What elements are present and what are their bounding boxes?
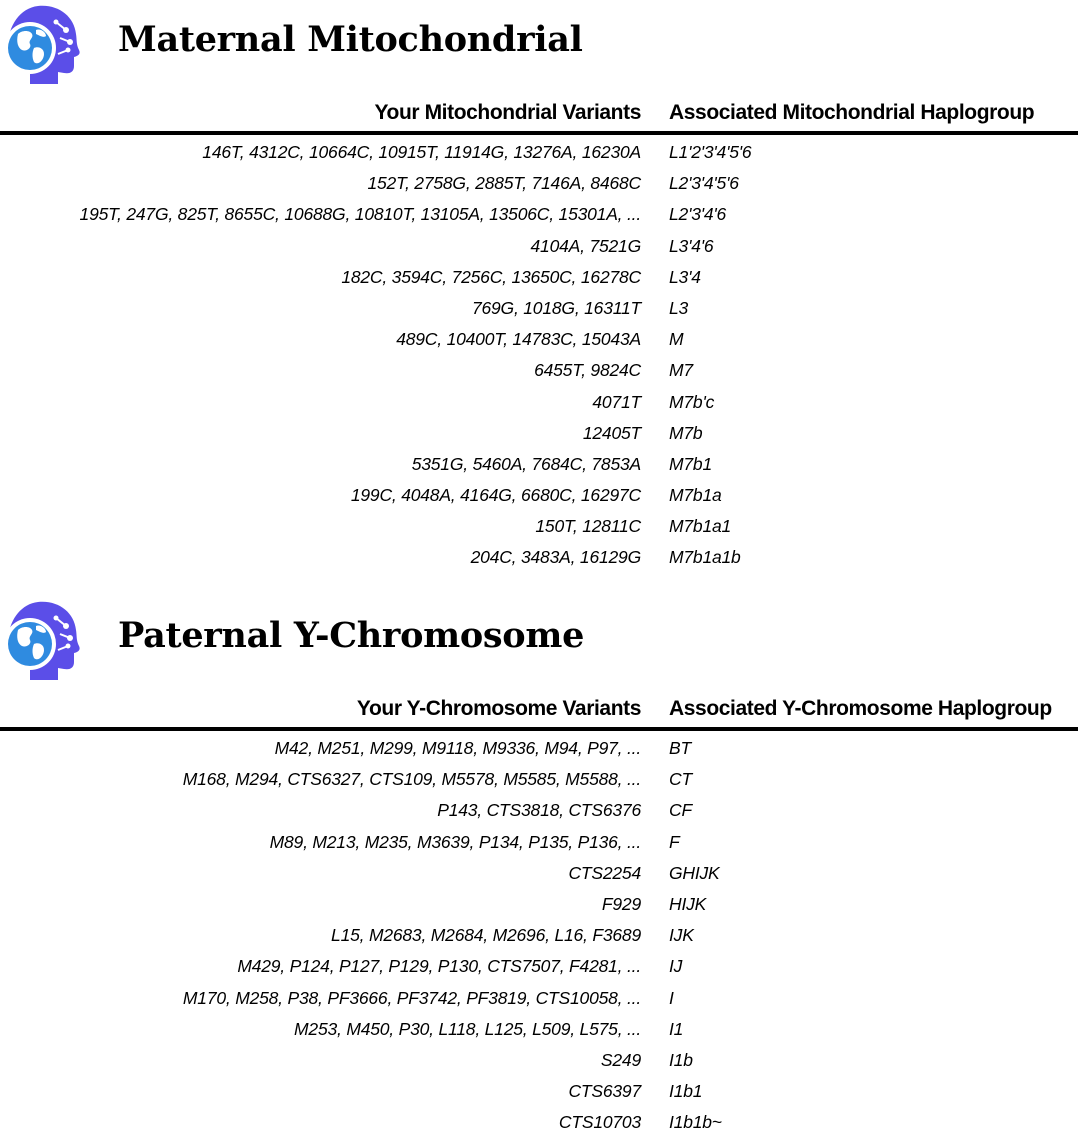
table-body <box>0 731 1078 1138</box>
haplogroup-cell: IJK <box>669 925 694 946</box>
table-row <box>0 542 1078 573</box>
variants-cell: 204C, 3483A, 16129G <box>470 547 641 568</box>
variants-cell: M429, P124, P127, P129, P130, CTS7507, F4281, ... <box>237 956 641 977</box>
table-row <box>0 387 1078 418</box>
table-row <box>0 199 1078 230</box>
variants-cell: M170, M258, P38, PF3666, PF3742, PF3819, CTS10058, ... <box>182 987 641 1008</box>
haplogroup-cell: L2'3'4'6 <box>669 204 727 225</box>
variants-cell: CTS10703 <box>558 1112 641 1133</box>
globe-head-logo-icon <box>0 598 82 684</box>
haplogroup-cell: I1 <box>669 1018 684 1039</box>
variants-cell: CTS2254 <box>568 862 641 883</box>
table-header <box>0 96 1078 135</box>
haplogroup-cell: M7b <box>669 422 703 443</box>
variants-cell: L15, M2683, M2684, M2696, L16, F3689 <box>331 925 641 946</box>
haplogroup-cell: IJ <box>669 956 683 977</box>
variants-cell: 12405T <box>582 422 641 443</box>
table-row <box>0 920 1078 951</box>
haplogroup-cell: I <box>669 987 674 1008</box>
variants-cell: P143, CTS3818, CTS6376 <box>437 800 641 821</box>
haplogroup-cell: L3'4 <box>669 266 701 287</box>
mitochondrial-table <box>0 96 1078 574</box>
table-row <box>0 293 1078 324</box>
table-row <box>0 858 1078 889</box>
table-row <box>0 449 1078 480</box>
variants-cell: 195T, 247G, 825T, 8655C, 10688G, 10810T, 13105A, 13506C, 15301A, ... <box>79 204 641 225</box>
table-row <box>0 795 1078 826</box>
variants-cell: 5351G, 5460A, 7684C, 7853A <box>411 453 641 474</box>
table-row <box>0 137 1078 168</box>
haplogroup-cell: L3'4'6 <box>669 235 714 256</box>
table-row <box>0 764 1078 795</box>
haplogroup-cell: F <box>669 831 680 852</box>
table-row <box>0 827 1078 858</box>
haplogroup-cell: M7b1a1b <box>669 547 741 568</box>
haplogroup-cell: M <box>669 329 684 350</box>
y-chromosome-table <box>0 692 1078 1138</box>
haplogroup-cell: L1'2'3'4'5'6 <box>669 142 752 162</box>
variants-column-header: Your Y-Chromosome Variants <box>356 697 641 720</box>
table-row <box>0 733 1078 764</box>
variants-cell: 199C, 4048A, 4164G, 6680C, 16297C <box>350 485 641 506</box>
table-body <box>0 135 1078 574</box>
haplogroup-cell: M7b1 <box>669 453 712 474</box>
table-row <box>0 983 1078 1014</box>
table-row <box>0 889 1078 920</box>
table-row <box>0 324 1078 355</box>
table-row <box>0 262 1078 293</box>
variants-cell: 150T, 12811C <box>535 516 641 537</box>
table-row <box>0 1045 1078 1076</box>
haplogroup-cell: GHIJK <box>669 862 720 883</box>
table-row <box>0 231 1078 262</box>
section-title: Maternal Mitochondrial <box>118 19 583 60</box>
haplogroup-cell: CF <box>669 800 692 821</box>
haplogroup-column-header: Associated Mitochondrial Haplogroup <box>669 101 1035 124</box>
haplogroup-column-header: Associated Y-Chromosome Haplogroup <box>669 697 1052 720</box>
variants-cell: F929 <box>601 893 641 914</box>
table-row <box>0 511 1078 542</box>
variants-cell: 4071T <box>592 391 641 412</box>
table-row <box>0 168 1078 199</box>
variants-cell: M168, M294, CTS6327, CTS109, M5578, M5585, M5588, ... <box>182 769 641 790</box>
haplogroup-cell: I1b <box>669 1049 693 1070</box>
variants-cell: 489C, 10400T, 14783C, 15043A <box>396 329 641 350</box>
table-row <box>0 1014 1078 1045</box>
table-row <box>0 355 1078 386</box>
haplogroup-cell: M7 <box>669 360 693 381</box>
variants-cell: 146T, 4312C, 10664C, 10915T, 11914G, 13276A, 16230A <box>202 142 641 162</box>
variants-cell: M42, M251, M299, M9118, M9336, M94, P97, ... <box>274 738 641 758</box>
table-header <box>0 692 1078 731</box>
variants-cell: CTS6397 <box>568 1081 641 1102</box>
variants-cell: S249 <box>600 1049 641 1070</box>
table-row <box>0 1076 1078 1107</box>
variants-cell: M89, M213, M235, M3639, P134, P135, P136, ... <box>269 831 641 852</box>
variants-cell: 6455T, 9824C <box>534 360 641 381</box>
variants-cell: 182C, 3594C, 7256C, 13650C, 16278C <box>341 266 641 287</box>
section-title: Paternal Y-Chromosome <box>118 615 585 656</box>
variants-cell: 769G, 1018G, 16311T <box>471 297 641 318</box>
globe-head-logo-icon <box>0 2 82 88</box>
variants-cell: M253, M450, P30, L118, L125, L509, L575, ... <box>294 1018 641 1039</box>
table-row <box>0 1107 1078 1138</box>
haplogroup-cell: L2'3'4'5'6 <box>669 173 739 194</box>
table-row <box>0 418 1078 449</box>
table-row <box>0 951 1078 982</box>
haplogroup-cell: HIJK <box>669 893 707 914</box>
variants-cell: 152T, 2758G, 2885T, 7146A, 8468C <box>367 173 641 194</box>
haplogroup-cell: M7b1a <box>669 485 722 506</box>
haplogroup-cell: I1b1b~ <box>669 1112 722 1133</box>
haplogroup-cell: CT <box>669 769 692 790</box>
haplogroup-cell: M7b'c <box>669 391 715 412</box>
haplogroup-cell: L3 <box>669 297 689 318</box>
table-row <box>0 480 1078 511</box>
haplogroup-cell: I1b1 <box>669 1081 703 1102</box>
haplogroup-cell: BT <box>669 738 691 758</box>
variants-column-header: Your Mitochondrial Variants <box>374 101 641 124</box>
haplogroup-cell: M7b1a1 <box>669 516 732 537</box>
variants-cell: 4104A, 7521G <box>530 235 641 256</box>
